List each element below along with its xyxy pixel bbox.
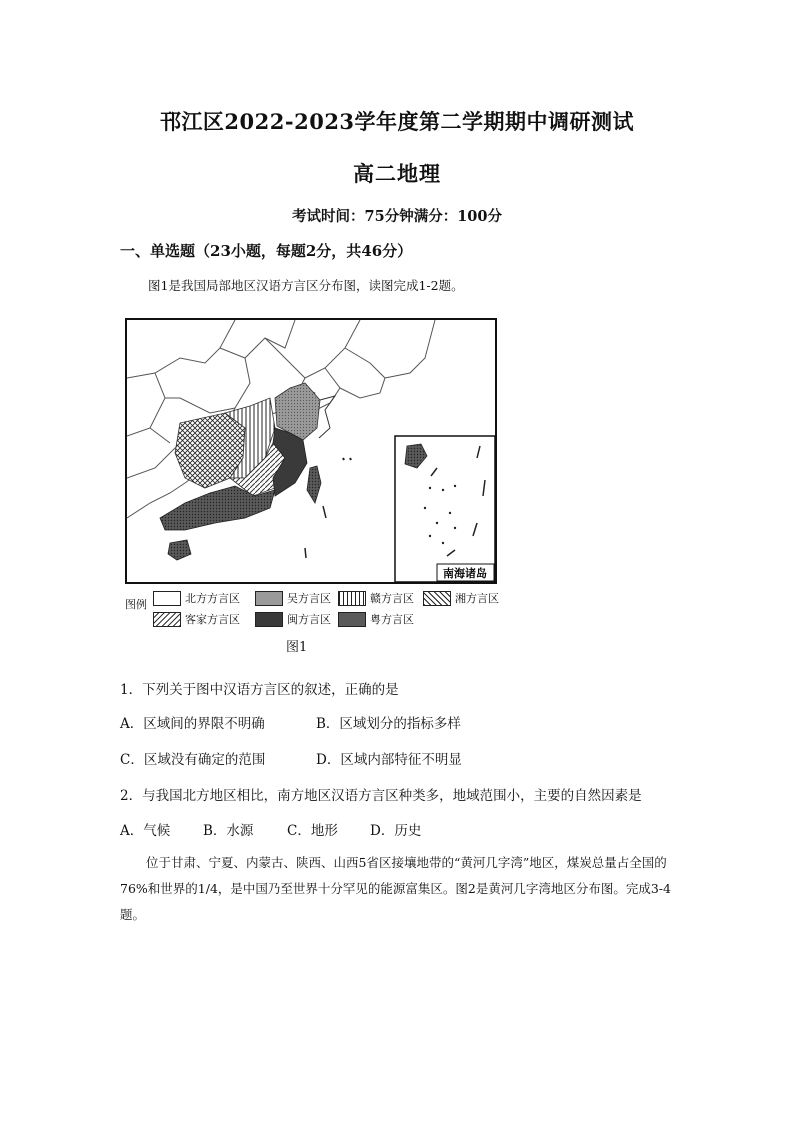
question-1-stem: 1．下列关于图中汉语方言区的叙述，正确的是: [120, 682, 399, 698]
legend-swatch: [255, 612, 283, 627]
question-1-option-d: D．区域内部特征不明显: [316, 752, 462, 768]
legend-item-xiang: [423, 590, 499, 606]
legend-item-northern: [153, 590, 240, 606]
legend-swatch: [338, 591, 366, 606]
legend-label: 吴方言区: [287, 592, 331, 605]
legend-swatch: [338, 612, 366, 627]
question-2-option-b: B．水源: [203, 823, 254, 839]
figure-intro: 图1是我国局部地区汉语方言区分布图，读图完成1-2题。: [148, 278, 464, 293]
map-legend: [125, 588, 505, 628]
question-2-option-d: D．历史: [370, 823, 422, 839]
legend-item-wu: [255, 590, 331, 606]
legend-item-gan: [338, 590, 414, 606]
inset-label: 南海诸岛: [443, 567, 487, 580]
legend-label: 客家方言区: [185, 613, 240, 626]
question-2-option-c: C．地形: [287, 823, 338, 839]
legend-label: 粤方言区: [370, 613, 414, 626]
legend-label: 北方方言区: [185, 592, 240, 605]
legend-item-hakka: [153, 611, 240, 627]
legend-label: 赣方言区: [370, 592, 414, 605]
legend-item-min: [255, 611, 331, 627]
passage-text: 位于甘肃、宁夏、内蒙古、陕西、山西5省区接壤地带的“黄河几字湾”地区，煤炭总量占全国的76%和世界的1/4，是中国乃至世界十分罕见的能源富集区。图2是黄河几字湾地区分布图。完成3-4题。: [120, 855, 671, 922]
legend-label: 湘方言区: [455, 592, 499, 605]
dialect-map: [125, 318, 497, 584]
subject-title: 高二地理: [353, 161, 441, 186]
question-1-option-a: A．区域间的界限不明确: [120, 716, 265, 732]
legend-swatch: [255, 591, 283, 606]
question-2-option-a: A．气候: [120, 823, 171, 839]
question-1-option-c: C．区域没有确定的范围: [120, 752, 266, 768]
legend-swatch: [153, 591, 181, 606]
question-1-option-b: B．区域划分的指标多样: [316, 716, 461, 732]
exam-title: 邗江区2022-2023学年度第二学期期中调研测试: [159, 109, 635, 134]
legend-swatch: [153, 612, 181, 627]
legend-item-yue: [338, 611, 414, 627]
legend-title: 图例: [125, 598, 147, 611]
question-2-stem: 2．与我国北方地区相比，南方地区汉语方言区种类多，地域范围小，主要的自然因素是: [120, 788, 642, 804]
exam-info: 考试时间：75分钟满分：100分: [292, 208, 502, 225]
legend-swatch: [423, 591, 451, 606]
figure-caption-text: 图1: [286, 640, 308, 655]
section-heading: 一、单选题（23小题，每题2分，共46分）: [120, 242, 413, 260]
legend-label: 闽方言区: [287, 613, 331, 626]
